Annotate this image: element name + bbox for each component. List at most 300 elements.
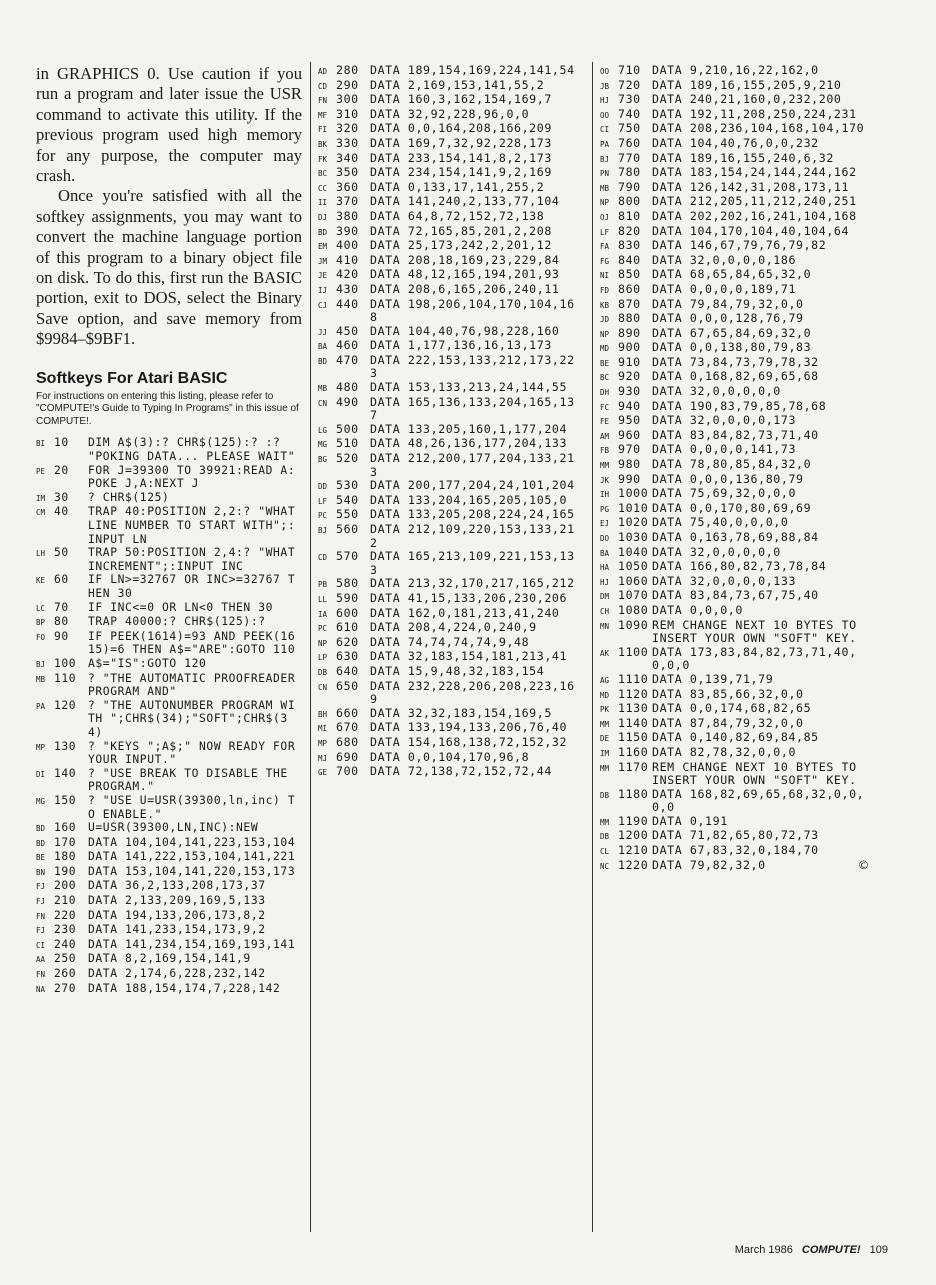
code-line: [318, 577, 582, 592]
column-rule: [592, 62, 593, 1232]
code-line: [36, 938, 302, 953]
code-line: [318, 152, 582, 167]
checksum: BD: [318, 227, 328, 237]
magazine-name: COMPUTE!: [801, 1244, 861, 1256]
line-text: DATA 32,0,0,0,0,173: [652, 413, 797, 428]
line-number: 570: [336, 549, 359, 564]
line-text: DATA 0,0,0,0,189,71: [652, 281, 797, 296]
checksum: DB: [600, 790, 610, 800]
line-text: DATA 15,9,48,32,183,154: [370, 663, 545, 678]
line-number: 110: [54, 671, 77, 685]
line-text: ? "KEYS ";A$;" NOW READY FOR YOUR INPUT.": [88, 739, 303, 767]
line-number: 530: [336, 478, 359, 493]
checksum: PK: [600, 705, 610, 715]
line-text: DATA 232,228,206,208,223,169: [370, 678, 575, 707]
line-number: 1220: [618, 857, 649, 872]
checksum: NC: [600, 861, 610, 871]
line-text: DATA 189,16,155,240,6,32: [652, 150, 834, 165]
code-line: [600, 254, 870, 269]
line-number: 120: [54, 698, 77, 712]
code-line: [36, 767, 302, 794]
checksum: MM: [600, 719, 610, 729]
line-number: 610: [336, 620, 359, 635]
line-number: 1210: [618, 843, 649, 858]
line-number: 1070: [618, 588, 649, 603]
checksum: LH: [36, 549, 46, 559]
line-text: DATA 126,142,31,208,173,11: [652, 179, 850, 194]
line-text: DATA 75,69,32,0,0,0: [652, 486, 797, 501]
line-text: DATA 166,80,82,73,78,84: [652, 559, 827, 574]
line-number: 160: [54, 821, 77, 835]
code-line: [318, 437, 582, 452]
page-footer: [735, 1244, 888, 1256]
checksum: MG: [318, 440, 328, 450]
line-number: 1130: [618, 701, 649, 716]
code-line: [318, 79, 582, 94]
line-number: 100: [54, 656, 77, 670]
line-text: DATA 141,234,154,169,193,141: [88, 937, 296, 951]
code-line: [600, 225, 870, 240]
checksum: MJ: [318, 753, 328, 763]
line-number: 300: [336, 92, 359, 107]
code-line: [36, 601, 302, 616]
code-line: [318, 396, 582, 423]
checksum: FN: [36, 911, 46, 921]
line-text: DATA 79,84,79,32,0,0: [652, 296, 804, 311]
code-line: [600, 604, 870, 619]
checksum: MM: [600, 763, 610, 773]
line-number: 460: [336, 338, 359, 353]
line-number: 480: [336, 380, 359, 395]
checksum: IH: [600, 490, 610, 500]
line-text: DATA 32,0,0,0,0,133: [652, 573, 797, 588]
code-line: [318, 592, 582, 607]
code-line: [36, 967, 302, 982]
line-text: DATA 32,0,0,0,0,186: [652, 252, 797, 267]
code-line: [318, 268, 582, 283]
column-right: [600, 64, 870, 873]
checksum: MB: [600, 183, 610, 193]
code-line: [318, 93, 582, 108]
checksum: OO: [600, 110, 610, 120]
line-text: DATA 8,2,169,154,141,9: [88, 952, 251, 966]
line-number: 410: [336, 252, 359, 267]
code-line: [600, 688, 870, 703]
line-number: 450: [336, 323, 359, 338]
line-number: 770: [618, 150, 641, 165]
code-line: [318, 550, 582, 577]
checksum: FK: [318, 154, 328, 164]
line-number: 500: [336, 421, 359, 436]
line-number: 1120: [618, 686, 649, 701]
line-number: 40: [54, 505, 69, 519]
checksum: EM: [318, 242, 328, 252]
line-number: 1160: [618, 744, 649, 759]
line-text: DATA 74,74,74,74,9,48: [370, 634, 530, 649]
code-line: [36, 836, 302, 851]
checksum: BD: [36, 838, 46, 848]
code-line: [600, 181, 870, 196]
line-text: DATA 208,4,224,0,240,9: [370, 620, 537, 635]
checksum: JE: [318, 271, 328, 281]
checksum: JJ: [318, 327, 328, 337]
line-number: 700: [336, 764, 359, 779]
column-left: [36, 64, 302, 996]
line-number: 1040: [618, 544, 649, 559]
checksum: DO: [600, 534, 610, 543]
line-number: 1000: [618, 486, 649, 501]
checksum: MI: [318, 724, 328, 734]
line-text: TRAP 40000:? CHR$(125):?: [88, 615, 266, 629]
checksum: CD: [318, 553, 328, 563]
checksum: CC: [318, 183, 328, 193]
line-number: 830: [618, 238, 641, 253]
line-text: DATA 79,82,32,0: [652, 857, 766, 872]
line-number: 340: [336, 150, 359, 165]
line-text: DATA 2,169,153,141,55,2: [370, 77, 545, 92]
checksum: BD: [36, 824, 46, 834]
code-line: [600, 516, 870, 531]
line-text: DATA 83,84,73,67,75,40: [652, 588, 819, 603]
checksum: MB: [318, 384, 328, 394]
line-number: 80: [54, 615, 69, 629]
code-line: [318, 494, 582, 509]
checksum: AA: [36, 955, 46, 965]
checksum: BN: [36, 867, 46, 877]
line-text: DATA 162,0,181,213,41,240: [370, 605, 560, 620]
checksum: PA: [36, 701, 46, 711]
code-line: [600, 560, 870, 575]
code-line: [36, 909, 302, 924]
line-text: DATA 133,205,208,224,24,165: [370, 507, 575, 522]
checksum: DE: [600, 734, 610, 744]
line-number: 430: [336, 281, 359, 296]
checksum: MD: [600, 344, 610, 354]
checksum: II: [318, 198, 328, 208]
checksum: AD: [318, 67, 328, 76]
checksum: CL: [600, 847, 610, 857]
line-text: DATA 212,109,220,153,133,212: [370, 522, 575, 550]
checksum: CH: [600, 606, 610, 616]
checksum: FG: [600, 256, 610, 266]
line-text: U=USR(39300,LN,INC):NEW: [88, 821, 259, 835]
line-number: 620: [336, 634, 359, 649]
code-line: [600, 414, 870, 429]
checksum: FJ: [36, 926, 46, 936]
line-number: 1180: [618, 786, 649, 801]
line-number: 600: [336, 605, 359, 620]
line-number: 1050: [618, 559, 649, 574]
line-text: DATA 208,236,104,168,104,170: [652, 121, 865, 136]
code-line: [318, 765, 582, 780]
checksum: BE: [36, 853, 46, 863]
checksum: CM: [36, 508, 46, 518]
line-number: 520: [336, 451, 359, 466]
code-line: [36, 952, 302, 967]
line-text: DATA 153,104,141,220,153,173: [88, 864, 296, 878]
code-line: [36, 794, 302, 821]
line-number: 10: [54, 436, 69, 450]
line-text: ? "USE U=USR(39300,ln,inc) TO ENABLE.": [88, 793, 296, 821]
checksum: FN: [318, 96, 328, 106]
line-number: 200: [54, 879, 77, 893]
line-text: DATA 0,0,170,80,69,69: [652, 500, 812, 515]
checksum: JB: [600, 81, 610, 91]
line-text: DATA 198,206,104,170,104,168: [370, 296, 575, 325]
checksum: PE: [36, 466, 46, 476]
code-line: [600, 702, 870, 717]
line-text: DATA 202,202,16,241,104,168: [652, 208, 857, 223]
checksum: OJ: [600, 212, 610, 222]
code-line: [36, 464, 302, 491]
checksum: MG: [36, 796, 46, 806]
code-line: [600, 487, 870, 502]
checksum: BC: [600, 373, 610, 383]
checksum: MN: [600, 621, 610, 631]
end-mark: ©: [857, 857, 870, 872]
code-line: [36, 850, 302, 865]
code-line: [36, 491, 302, 506]
code-line: [318, 721, 582, 736]
line-number: 1200: [618, 828, 649, 843]
checksum: FI: [318, 125, 328, 135]
line-text: DATA 64,8,72,152,72,138: [370, 208, 545, 223]
checksum: BC: [318, 169, 328, 179]
article-paragraph: Once you're satisfied with all the softkey assignments, you may want to convert the machine language portion of this program to a binary object file on disk. To do this, first run the BASIC portion, exit to DOS, select the Binary Save option, and save memory from $9984–$9BF1.: [36, 186, 302, 349]
checksum: DD: [318, 482, 328, 492]
code-line: [600, 210, 870, 225]
checksum: PA: [600, 139, 610, 149]
code-line: [36, 657, 302, 672]
line-text: DATA 67,83,32,0,184,70: [652, 843, 819, 858]
line-text: DATA 0,168,82,69,65,68: [652, 369, 819, 384]
line-number: 1090: [618, 617, 649, 632]
code-listing: [318, 64, 582, 780]
checksum: PB: [318, 580, 328, 590]
line-text: FOR J=39300 TO 39921:READ A:POKE J,A:NEXT J: [88, 463, 296, 491]
line-text: DATA 0,0,0,0,141,73: [652, 442, 797, 457]
code-line: [318, 452, 582, 479]
checksum: MF: [318, 110, 328, 120]
line-text: DATA 0,163,78,69,88,84: [652, 530, 819, 544]
line-number: 1010: [618, 500, 649, 515]
listing-title: Softkeys For Atari BASIC: [36, 369, 228, 387]
code-line: [600, 327, 870, 342]
checksum: LF: [318, 496, 328, 506]
code-line: [318, 64, 582, 79]
line-number: 210: [54, 894, 77, 908]
code-line: [600, 761, 870, 788]
code-line: [318, 108, 582, 123]
code-line: [318, 736, 582, 751]
code-line: [36, 879, 302, 894]
line-number: 810: [618, 208, 641, 223]
line-text: DATA 32,183,154,181,213,41: [370, 649, 568, 664]
line-number: 1140: [618, 715, 649, 730]
line-text: DATA 87,84,79,32,0,0: [652, 715, 804, 730]
line-text: DATA 168,82,69,65,68,32,0,0,0,0: [652, 786, 865, 815]
line-text: DATA 68,65,84,65,32,0: [652, 267, 812, 282]
line-text: DATA 67,65,84,69,32,0: [652, 325, 812, 340]
code-line: [318, 254, 582, 269]
code-line: [600, 844, 870, 859]
code-line: [318, 508, 582, 523]
line-number: 850: [618, 267, 641, 282]
checksum: DI: [36, 769, 46, 779]
line-text: DATA 189,154,169,224,141,54: [370, 63, 575, 77]
checksum: BE: [600, 358, 610, 368]
line-text: DATA 48,12,165,194,201,93: [370, 267, 560, 282]
line-number: 310: [336, 106, 359, 121]
line-text: DATA 32,92,228,96,0,0: [370, 106, 530, 121]
code-line: [600, 788, 870, 815]
checksum: BG: [318, 455, 328, 465]
line-text: ? "THE AUTOMATIC PROOFREADER PROGRAM AND": [88, 671, 303, 699]
code-line: [318, 479, 582, 494]
line-number: 1190: [618, 813, 649, 828]
line-text: DATA 133,205,160,1,177,204: [370, 421, 568, 436]
line-number: 960: [618, 427, 641, 442]
code-line: [36, 546, 302, 573]
line-text: DATA 222,153,133,212,173,223: [370, 352, 575, 381]
line-number: 690: [336, 749, 359, 764]
checksum: CD: [318, 81, 328, 91]
checksum: NP: [600, 329, 610, 339]
line-number: 70: [54, 600, 69, 614]
code-line: [600, 341, 870, 356]
line-text: DATA 133,204,165,205,105,0: [370, 492, 568, 507]
line-number: 1020: [618, 515, 649, 530]
line-text: A$="IS":GOTO 120: [88, 656, 207, 670]
checksum: NP: [318, 638, 328, 648]
code-line: [600, 546, 870, 561]
line-number: 440: [336, 296, 359, 311]
line-number: 940: [618, 398, 641, 413]
checksum: LF: [600, 227, 610, 237]
checksum: BA: [318, 342, 328, 352]
code-line: [600, 531, 870, 546]
checksum: KB: [600, 300, 610, 310]
line-number: 880: [618, 311, 641, 326]
line-text: DATA 73,84,73,79,78,32: [652, 354, 819, 369]
line-text: DATA 1,177,136,16,13,173: [370, 338, 552, 353]
checksum: BJ: [36, 659, 46, 669]
code-line: [36, 923, 302, 938]
line-text: DATA 83,84,82,73,71,40: [652, 427, 819, 442]
code-line: [318, 239, 582, 254]
line-text: DATA 188,154,174,7,228,142: [88, 981, 281, 995]
checksum: PG: [600, 504, 610, 514]
code-line: [600, 458, 870, 473]
checksum: BK: [318, 139, 328, 149]
line-number: 990: [618, 471, 641, 486]
code-line: [318, 607, 582, 622]
column-rule: [310, 62, 311, 1232]
code-line: [318, 225, 582, 240]
line-number: 170: [54, 835, 77, 849]
line-number: 790: [618, 179, 641, 194]
code-line: [600, 385, 870, 400]
code-line: [318, 339, 582, 354]
line-number: 760: [618, 135, 641, 150]
checksum: HA: [600, 563, 610, 573]
code-line: [318, 283, 582, 298]
line-number: 260: [54, 967, 77, 981]
line-text: DATA 72,165,85,201,2,208: [370, 223, 552, 238]
line-text: DATA 9,210,16,22,162,0: [652, 63, 819, 77]
column-middle: [318, 64, 582, 780]
line-number: 730: [618, 92, 641, 107]
checksum: MM: [600, 817, 610, 827]
line-number: 900: [618, 340, 641, 355]
line-number: 50: [54, 546, 69, 560]
checksum: DJ: [318, 212, 328, 222]
code-line: [318, 195, 582, 210]
line-text: DATA 173,83,84,82,73,71,40,0,0,0: [652, 644, 857, 673]
code-line: [318, 210, 582, 225]
line-number: 540: [336, 492, 359, 507]
line-number: 90: [54, 629, 69, 643]
code-line: [318, 423, 582, 438]
checksum: CN: [318, 398, 328, 408]
line-text: DATA 169,7,32,92,228,173: [370, 135, 552, 150]
line-text: DATA 190,83,79,85,78,68: [652, 398, 827, 413]
line-number: 1060: [618, 573, 649, 588]
line-number: 20: [54, 463, 69, 477]
code-line: [600, 502, 870, 517]
checksum: NA: [36, 984, 46, 994]
checksum: AG: [600, 675, 610, 685]
line-text: DATA 36,2,133,208,173,37: [88, 879, 266, 893]
line-text: DATA 72,138,72,152,72,44: [370, 764, 552, 779]
line-number: 870: [618, 296, 641, 311]
line-text: DATA 183,154,24,144,244,162: [652, 165, 857, 180]
line-number: 560: [336, 522, 359, 536]
checksum: MD: [600, 690, 610, 700]
checksum: PC: [318, 511, 328, 521]
checksum: IM: [600, 748, 610, 758]
line-text: DATA 233,154,141,8,2,173: [370, 150, 552, 165]
code-line: [600, 312, 870, 327]
code-line: [318, 325, 582, 340]
line-text: DATA 71,82,65,80,72,73: [652, 828, 819, 843]
code-line: [600, 166, 870, 181]
line-text: REM CHANGE NEXT 10 BYTES TO INSERT YOUR OWN "SOFT" KEY.: [652, 759, 865, 788]
line-text: DATA 200,177,204,24,101,204: [370, 478, 575, 493]
line-text: DATA 208,18,169,23,229,84: [370, 252, 560, 267]
line-text: IF LN>=32767 OR INC>=32767 THEN 30: [88, 573, 296, 600]
line-number: 380: [336, 208, 359, 223]
code-line: [318, 751, 582, 766]
line-number: 400: [336, 238, 359, 253]
code-line: [318, 523, 582, 550]
line-number: 580: [336, 576, 359, 591]
checksum: OO: [600, 67, 610, 76]
line-text: DATA 133,194,133,206,76,40: [370, 720, 568, 735]
code-line: [318, 707, 582, 722]
checksum: CI: [600, 125, 610, 135]
code-line: [600, 137, 870, 152]
line-text: IF INC<=0 OR LN<0 THEN 30: [88, 600, 274, 614]
checksum: JK: [600, 475, 610, 485]
checksum: DB: [318, 667, 328, 677]
checksum: MM: [600, 461, 610, 471]
line-number: 780: [618, 165, 641, 180]
code-line: [36, 740, 302, 767]
code-line: [600, 64, 870, 79]
line-number: 510: [336, 436, 359, 451]
code-line: [600, 473, 870, 488]
